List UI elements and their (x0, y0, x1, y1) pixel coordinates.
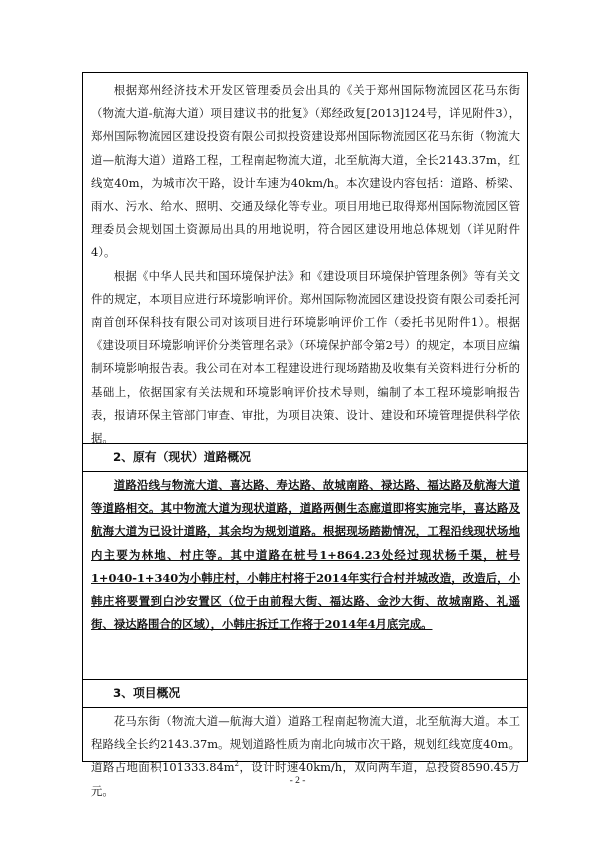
area-superscript: 2 (234, 760, 239, 769)
paragraph-project-approval: 根据郑州经济技术开发区管理委员会出具的《关于郑州国际物流园区花马东街（物流大道-航海大道）项目建议书的批复》（郑经政复[2013]124号，详见附件3），郑州国际物流园区建设投资有限公司拟投资建设郑州国际物流园区花马东街（物流大道—航海大道）道路工程，工程南起物流大道，北至航海大道，全长2143.37m，红线宽40m，为城市次干路，设计车速为40km/h。本次建设内容包括：道路、桥梁、雨水、污水、给水、照明、交通及绿化等专业。项目用地已取得郑州国际物流园区管理委员会规划国土资源局出具的用地说明，符合园区建设用地总体规划（详见附件4）。 (91, 83, 520, 260)
page-number: - 2 - (289, 776, 306, 786)
paragraph-project-overview (91, 710, 520, 803)
overview-text: 花马东街（物流大道—航海大道）道路工程南起物流大道，北至航海大道。本工程路线全长约2143.37m。规划道路性质为南北向城市次干路，规划红线宽度40m。道路占地面积101333.84m (91, 714, 520, 775)
section-heading-existing-roads: 2、原有（现状）道路概况 (113, 450, 251, 464)
divider (83, 707, 527, 708)
section-2-existing-roads (83, 474, 527, 636)
section-1-background (83, 79, 527, 450)
divider (83, 471, 527, 472)
paragraph-existing-roads: 道路沿线与物流大道、喜达路、寿达路、故城南路、禄达路、福达路及航海大道等道路相交。其中物流大道为现状道路，道路两侧生态廊道即将实施完毕，喜达路及航海大道为已设计道路，其余均为规划道路。根据现场踏勘情况，工程沿线现状场地内主要为林地、村庄等。其中道路在桩号1+864.23处经过现状杨千渠，桩号1+040-1+340为小韩庄村，小韩庄村将于2014年实行合村并城改造，改造后，小韩庄将要置到白沙安置区（位于由前程大街、福达路、金沙大街、故城南路、礼遥街、禄达路围合的区域），小韩庄拆迁工作将于2014年4月底完成。 (91, 478, 520, 632)
section-3-project-overview (83, 710, 527, 803)
overview-text-end: ，设计时速40km/h，双向两车道，总投资8590.45万元。 (91, 760, 520, 798)
paragraph-eia-basis: 根据《中华人民共和国环境保护法》和《建设项目环境保护管理条例》等有关文件的规定，本项目应进行环境影响评价。郑州国际物流园区建设投资有限公司委托河南首创环保科技有限公司对该项目进行环境影响评价工作（委托书见附件1）。根据《建设项目环境影响评价分类管理名录》（环境保护部令第2号）的规定，本项目应编制环境影响报告表。我公司在对本工程建设进行现场踏勘及收集有关资料进行分析的基础上，依据国家有关法规和环境影响评价技术导则，编制了本工程环境影响报告表，报请环保主管部门审查、审批，为项目决策、设计、建设和环境管理提供科学依据。 (91, 268, 520, 446)
section-heading-project-overview: 3、项目概况 (113, 686, 181, 700)
content-frame (82, 72, 528, 798)
